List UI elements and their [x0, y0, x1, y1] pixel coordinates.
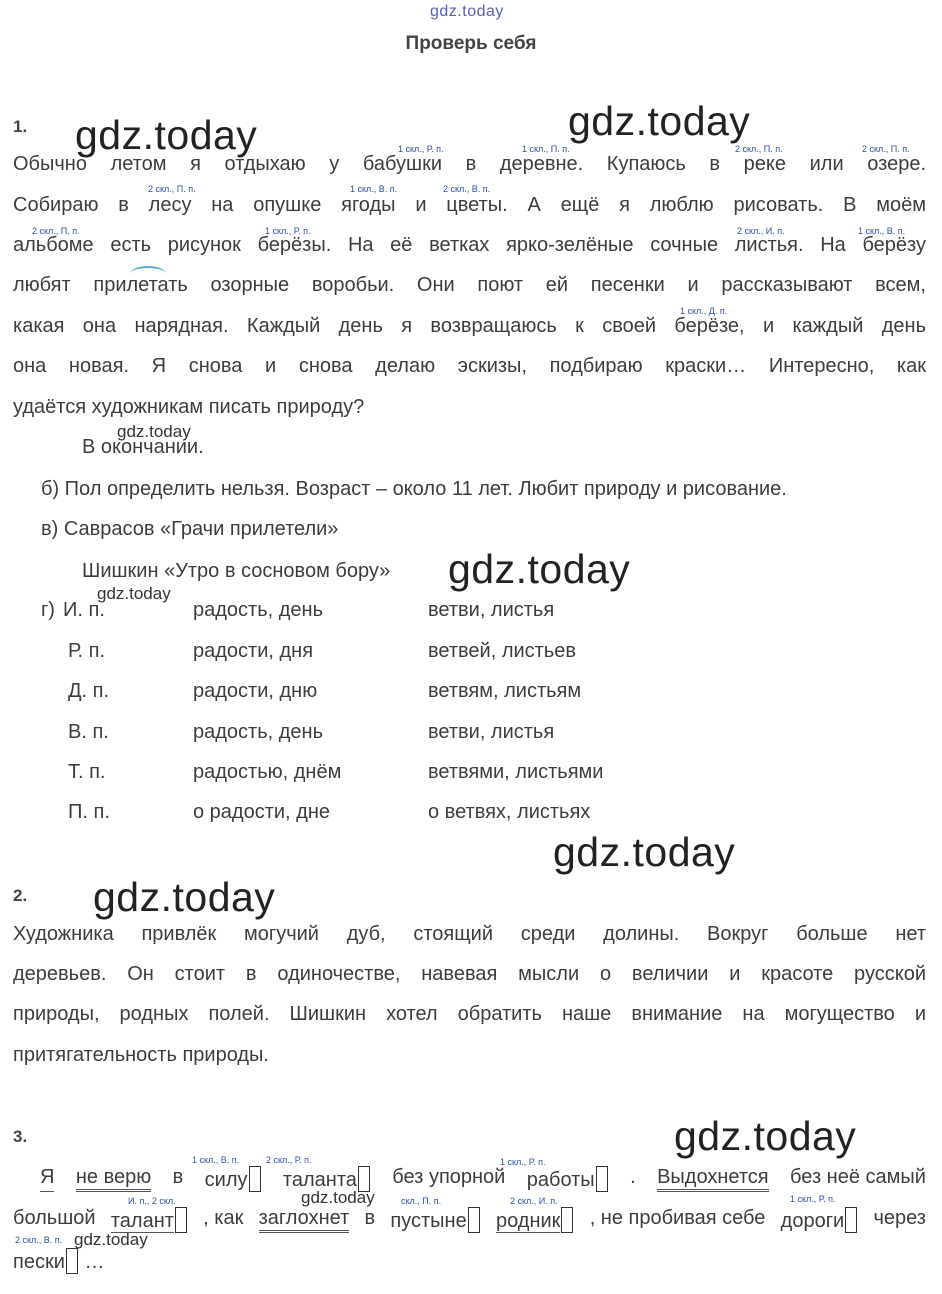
watermark: gdz.today — [448, 546, 631, 592]
case-plural: о ветвях, листьях — [428, 801, 591, 823]
case-annotation: 2 скл., П. п. — [735, 144, 783, 154]
punctuation: … — [84, 1251, 105, 1273]
noun-stem: пески — [13, 1251, 65, 1273]
watermark-top: gdz.today — [430, 3, 504, 20]
case-annotation: 2 скл., П. п. — [32, 226, 80, 236]
case-plural: ветви, листья — [428, 599, 555, 621]
text-line: Собираю в лесу на опушке ягоды и цветы. А ещё я люблю рисовать. В моём — [13, 194, 926, 216]
text-line: притягательность природы. — [13, 1044, 269, 1066]
case-plural: ветвей, листьев — [428, 640, 576, 662]
case-annotation: 2 скл., В. п. — [443, 184, 491, 194]
exercise-number: 3. — [13, 1127, 28, 1146]
case-annotation: 1 скл., В. п. — [350, 184, 398, 194]
sentence-line — [40, 1166, 926, 1192]
watermark: gdz.today — [97, 584, 171, 603]
case-name: Р. п. — [68, 640, 106, 662]
case-annotation: 2 скл., И. п. — [510, 1196, 558, 1206]
case-annotation: скл., П. п. — [401, 1196, 442, 1206]
word: большой — [13, 1207, 96, 1229]
sentence-line — [13, 1207, 926, 1233]
case-annotation: И. п., 2 скл. — [128, 1196, 176, 1206]
word: в — [172, 1166, 184, 1188]
noun: силу — [205, 1166, 262, 1192]
case-name: В. п. — [68, 721, 109, 743]
watermark: gdz.today — [553, 829, 736, 875]
noun: дороги — [781, 1207, 859, 1233]
case-plural: ветвями, листьями — [428, 761, 604, 783]
answer-b: б) Пол определить нельзя. Возраст – около 11 лет. Любит природу и рисование. — [41, 478, 787, 500]
word: в — [364, 1207, 376, 1229]
text-line: какая она нарядная. Каждый день я возвращаюсь к своей берёзе, и каждый день — [13, 315, 926, 337]
answer-a: В окончании. — [82, 436, 204, 458]
noun: пустыне — [390, 1207, 480, 1233]
word: без упорной — [392, 1166, 506, 1188]
watermark: gdz.today — [93, 874, 276, 920]
case-annotation: 1 скл., Р. п. — [265, 226, 311, 236]
case-annotation: 1 скл., Д. п. — [680, 306, 728, 316]
watermark: gdz.today — [74, 1230, 148, 1249]
ending-box — [66, 1248, 78, 1274]
case-name: Д. п. — [68, 680, 110, 702]
text-line: Обычно летом я отдыхаю у бабушки в деревне. Купаюсь в реке или озере. — [13, 153, 926, 175]
case-plural: ветви, листья — [428, 721, 555, 743]
case-annotation: 1 скл., Р. п. — [500, 1157, 546, 1167]
ending-box — [468, 1207, 480, 1233]
ending-box — [358, 1166, 370, 1192]
word: через — [873, 1207, 926, 1229]
text-line: альбоме есть рисунок берёзы. На её ветках ярко-зелёные сочные листья. На берёзу — [13, 234, 926, 256]
case-singular: о радости, дне — [193, 801, 331, 823]
case-annotation: 1 скл., Р. п. — [398, 144, 444, 154]
case-annotation: 1 скл., В. п. — [192, 1155, 240, 1165]
ending-box — [845, 1207, 857, 1233]
case-name: П. п. — [68, 801, 110, 823]
page-title: Проверь себя — [405, 33, 537, 54]
noun: работы — [527, 1166, 609, 1192]
ending-box — [249, 1166, 261, 1192]
case-singular: радость, день — [193, 599, 323, 621]
case-annotation: 2 скл., П. п. — [148, 184, 196, 194]
text-line: деревьев. Он стоит в одиночестве, навевая мысли о величии и красоте русской — [13, 963, 926, 985]
subject: Я — [40, 1166, 54, 1192]
answer-v-2: Шишкин «Утро в сосновом бору» — [82, 560, 391, 582]
text-line: природы, родных полей. Шишкин хотел обратить наше внимание на могущество и — [13, 1003, 926, 1025]
case-singular: радость, день — [193, 721, 323, 743]
watermark: gdz.today — [568, 98, 751, 144]
predicate: не верю — [76, 1166, 151, 1192]
watermark: gdz.today — [117, 422, 191, 441]
case-annotation: 1 скл., Р. п. — [790, 1194, 836, 1204]
text-line: любят прилетать озорные воробьи. Они поют ей песенки и рассказывают всем, — [13, 274, 926, 296]
case-annotation: 2 скл., Р. п. — [266, 1155, 312, 1165]
word: , как — [203, 1207, 244, 1229]
case-name: Т. п. — [68, 761, 106, 783]
text-line: она новая. Я снова и снова делаю эскизы, подбираю краски… Интересно, как — [13, 355, 926, 377]
exercise-number: 2. — [13, 886, 28, 905]
predicate: Выдохнется — [657, 1166, 769, 1192]
ending-box — [175, 1207, 187, 1233]
case-annotation: 2 скл., П. п. — [862, 144, 910, 154]
case-singular: радости, дню — [193, 680, 318, 702]
word: без неё самый — [790, 1166, 926, 1188]
watermark: gdz.today — [301, 1188, 375, 1207]
watermark: gdz.today — [75, 112, 258, 158]
case-plural: ветвям, листьям — [428, 680, 582, 702]
predicate: заглохнет — [259, 1207, 350, 1233]
case-singular: радости, дня — [193, 640, 314, 662]
case-name: И. п. — [63, 599, 105, 621]
text-line: удаётся художникам писать природу? — [13, 396, 365, 418]
text-line: Художника привлёк могучий дуб, стоящий среди долины. Вокруг больше нет — [13, 923, 926, 945]
case-annotation: 2 скл., В. п. — [15, 1235, 63, 1245]
ending-box — [561, 1207, 573, 1233]
word: , не пробивая себе — [589, 1207, 766, 1229]
answer-g-prefix: г) — [41, 599, 55, 621]
noun: таланта — [283, 1166, 371, 1192]
case-annotation: 1 скл., В. п. — [858, 226, 906, 236]
noun: талант — [111, 1207, 188, 1233]
case-annotation: 1 скл., П. п. — [522, 144, 570, 154]
watermark: gdz.today — [674, 1113, 857, 1159]
sentence-line — [13, 1248, 104, 1274]
case-annotation: 2 скл., И. п. — [737, 226, 785, 236]
answer-v-1: в) Саврасов «Грачи прилетели» — [41, 518, 339, 540]
exercise-number: 1. — [13, 117, 28, 136]
case-singular: радостью, днём — [193, 761, 342, 783]
punctuation: . — [630, 1166, 636, 1188]
ending-box — [596, 1166, 608, 1192]
noun: родник — [496, 1207, 574, 1233]
